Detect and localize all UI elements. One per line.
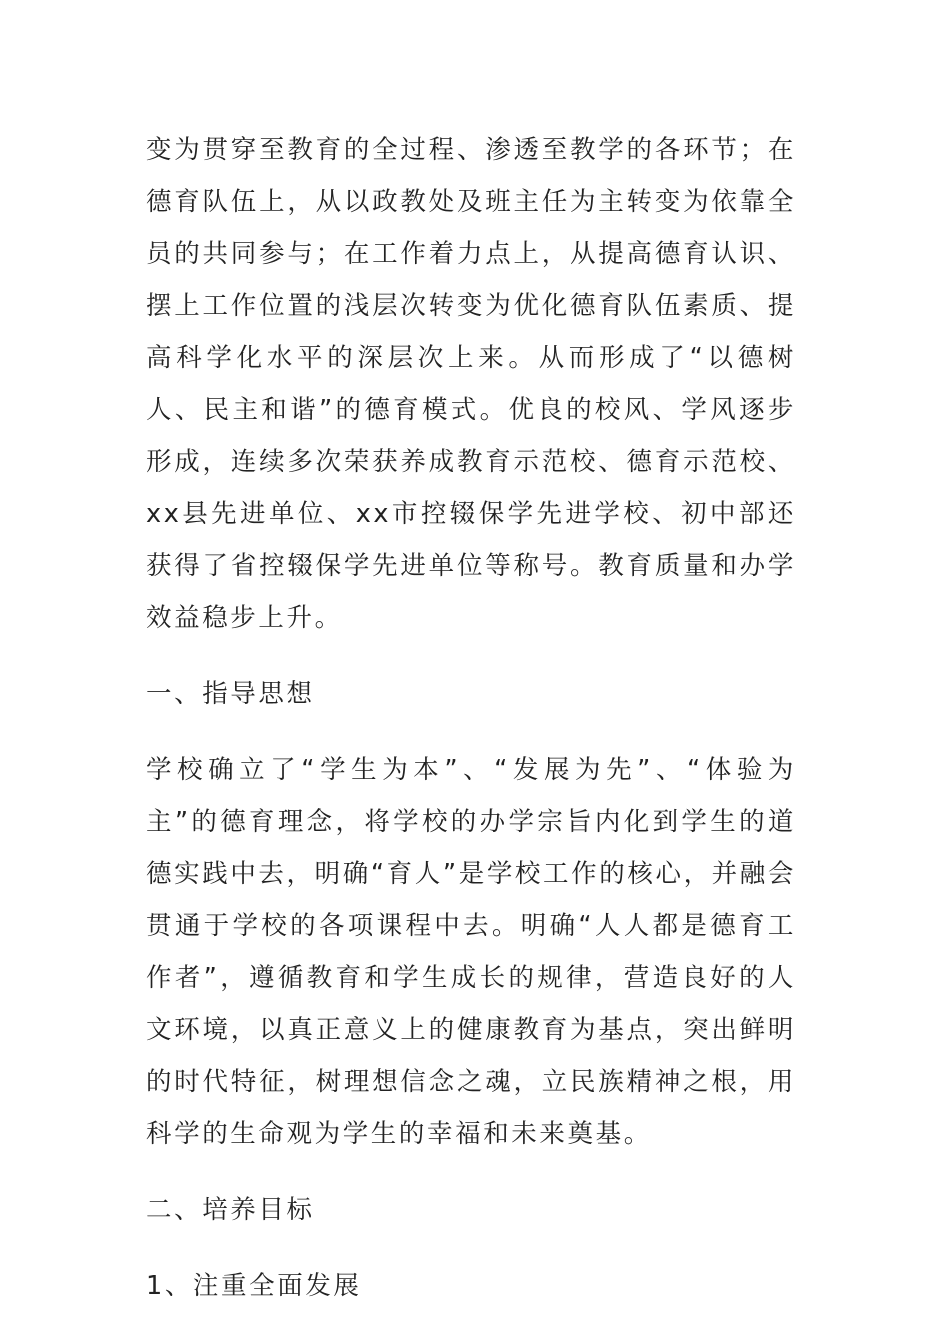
document-body — [146, 124, 796, 1312]
section-heading-training-goals: 二、培养目标 — [146, 1195, 315, 1225]
subsection-heading-comprehensive-development: 1、注重全面发展 — [146, 1271, 362, 1301]
body-paragraph-guiding-ideology: 学校确立了“学生为本”、“发展为先”、“体验为主”的德育理念，将学校的办学宗旨内化到学生的道德实践中去，明确“育人”是学校工作的核心，并融会贯通于学校的各项课程中去。明确“人人都是德育工作者”，遵循教育和学生成长的规律，营造良好的人文环境，以真正意义上的健康教育为基点，突出鲜明的时代特征，树理想信念之魂，立民族精神之根，用科学的生命观为学生的幸福和未来奠基。 — [146, 755, 796, 1149]
body-paragraph-continued: 变为贯穿至教育的全过程、渗透至教学的各环节；在德育队伍上，从以政教处及班主任为主转变为依靠全员的共同参与；在工作着力点上，从提高德育认识、摆上工作位置的浅层次转变为优化德育队伍素质、提高科学化水平的深层次上来。从而形成了“以德树人、民主和谐”的德育模式。优良的校风、学风逐步形成，连续多次荣获养成教育示范校、德育示范校、xx县先进单位、xx市控辍保学先进学校、初中部还获得了省控辍保学先进单位等称号。教育质量和办学效益稳步上升。 — [146, 135, 796, 633]
section-heading-guiding-ideology: 一、指导思想 — [146, 679, 315, 709]
